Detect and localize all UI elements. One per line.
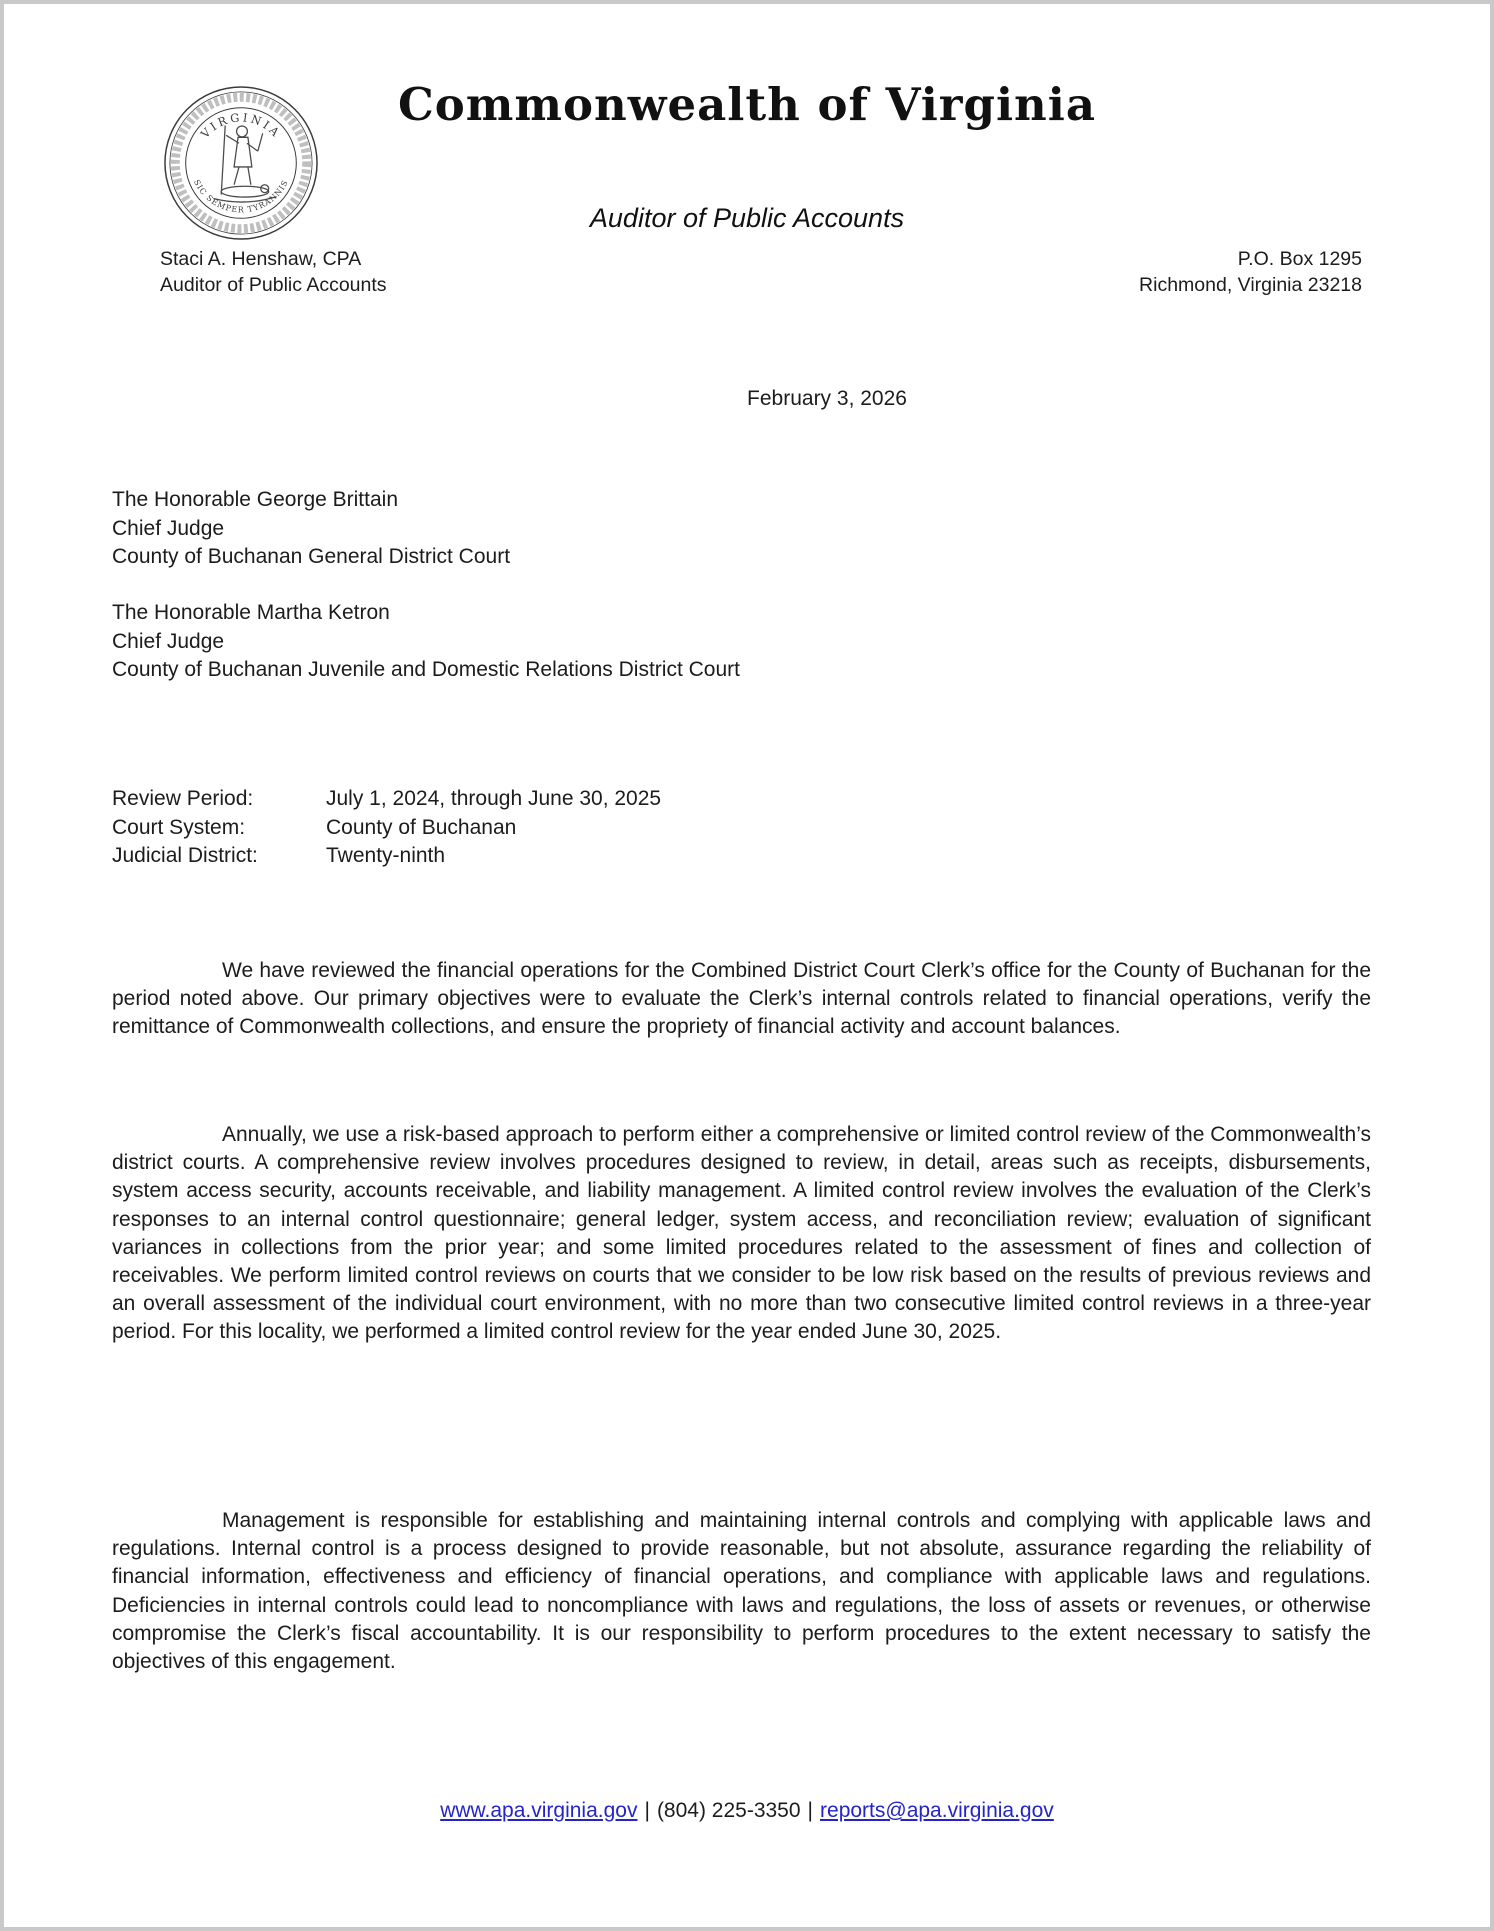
letterhead-subtitle: Auditor of Public Accounts xyxy=(589,203,905,233)
recipient-title: Chief Judge xyxy=(112,516,225,540)
recipient-name: The Honorable Martha Ketron xyxy=(112,601,390,624)
review-row xyxy=(112,814,661,843)
recipient-block-1 xyxy=(112,486,510,572)
email-link[interactable]: reports@apa.virginia.gov xyxy=(820,1799,1054,1822)
letter-date: February 3, 2026 xyxy=(747,387,907,410)
seal-bottom-text: SIC SEMPER TYRANNIS xyxy=(191,178,291,215)
footer-separator: | xyxy=(807,1799,814,1822)
contact-footer xyxy=(4,1799,1490,1823)
recipient-court: County of Buchanan Juvenile and Domestic Relations District Court xyxy=(112,658,740,681)
review-row xyxy=(112,842,661,871)
court-system-label: Court System: xyxy=(112,815,246,839)
seal-top-text: VIRGINIA xyxy=(197,110,285,142)
auditor-name: Staci A. Henshaw, CPA xyxy=(160,248,362,270)
phone-number: (804) 225-3350 xyxy=(656,1799,801,1822)
auditor-title: Auditor of Public Accounts xyxy=(160,274,387,296)
auditor-info xyxy=(160,246,387,298)
footer-separator: | xyxy=(644,1799,650,1822)
city-state-zip-line: Richmond, Virginia 23218 xyxy=(1139,274,1362,296)
court-system-value: County of Buchanan xyxy=(326,815,517,839)
body-paragraph-2: Annually, we use a risk-based approach to perform either a comprehensive or limited control review of the Commonwealth’s district courts. A comprehensive review involves procedures designed to review, in detail, areas such as receipts, disbursements, system access security, accounts receivable, and liability management. A limited control review involves the evaluation of the Clerk’s responses to an internal control questionnaire; general ledger, system access, and reconciliation review; evaluation of significant variances in collections from the prior year; and some limited procedures related to the assessment of fines and collection of receivables. We perform limited control reviews on courts that we consider to be low risk based on the results of previous reviews and an overall assessment of the individual court environment, with no more than two consecutive limited control reviews in a three-year period. For this locality, we performed a limited control review for the year ended June 30, 2025. xyxy=(112,1123,1371,1344)
review-info-block xyxy=(112,785,661,871)
body-paragraph-1: We have reviewed the financial operations for the Combined District Court Clerk’s office for the County of Buchanan for the period noted above. Our primary objectives were to evaluate the Clerk’s internal controls related to financial operations, verify the remittance of Commonwealth collections, and ensure the propriety of financial activity and account balances. xyxy=(112,959,1371,1039)
review-row xyxy=(112,785,661,814)
review-period-value: July 1, 2024, through June 30, 2025 xyxy=(326,787,662,810)
recipient-block-2 xyxy=(112,599,740,685)
po-box-line: P.O. Box 1295 xyxy=(1237,248,1362,270)
judicial-district-value: Twenty-ninth xyxy=(326,844,446,867)
letterhead-title: Commonwealth of Virginia xyxy=(397,78,1097,131)
recipient-name: The Honorable George Brittain xyxy=(112,488,398,511)
website-link[interactable]: www.apa.virginia.gov xyxy=(440,1799,638,1822)
judicial-district-label: Judicial District: xyxy=(112,844,258,867)
review-period-label: Review Period: xyxy=(112,787,254,810)
office-address xyxy=(1139,246,1362,298)
body-paragraph-3: Management is responsible for establishing and maintaining internal controls and complying with applicable laws and regulations. Internal control is a process designed to provide reasonable, but not absolute, assurance regarding the reliability of financial information, effectiveness and efficiency of financial operations, and compliance with applicable laws and regulations. Deficiencies in internal controls could lead to noncompliance with laws and regulations, the loss of assets or revenues, or otherwise compromise the Clerk’s fiscal accountability. It is our responsibility to perform procedures to the extent necessary to satisfy the objectives of this engagement. xyxy=(112,1509,1371,1674)
recipient-court: County of Buchanan General District Court xyxy=(112,545,511,568)
recipient-title: Chief Judge xyxy=(112,629,225,653)
